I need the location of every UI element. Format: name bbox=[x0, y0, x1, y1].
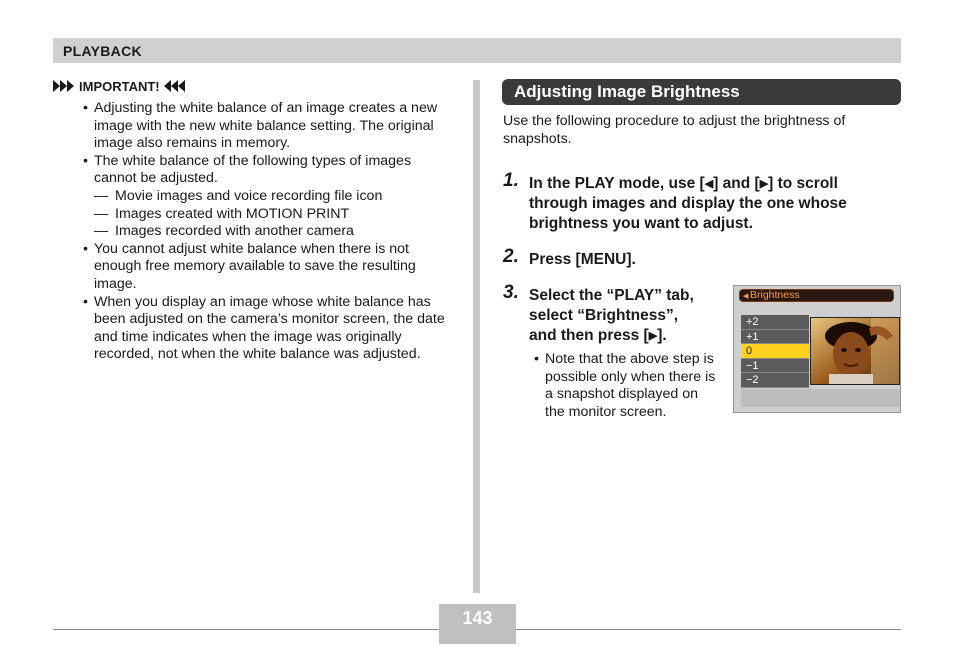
step-note bbox=[533, 351, 718, 421]
list-sub-item: — Movie images and voice recording file icon bbox=[82, 188, 450, 206]
intro-text: Use the following procedure to adjust the brightness of snapshots. bbox=[503, 113, 846, 147]
list-item: • Adjusting the white balance of an image creates a new image with the new white balance setting. The original image also remains in memory. bbox=[82, 100, 450, 153]
step-text-part: ]. bbox=[657, 327, 667, 344]
step-text-line: brightness you want to adjust. bbox=[529, 215, 753, 232]
step-number: 3. bbox=[503, 282, 519, 303]
brightness-option: −2 bbox=[741, 373, 809, 388]
column-divider bbox=[473, 80, 480, 593]
step-text: Press [MENU]. bbox=[529, 251, 636, 268]
step-text-part: ] and [ bbox=[713, 175, 760, 192]
step-number: 1. bbox=[503, 170, 519, 191]
step-text-part: In the PLAY mode, use [ bbox=[529, 175, 705, 192]
step-text-part: and then press [ bbox=[529, 327, 649, 344]
brightness-option: +1 bbox=[741, 330, 809, 345]
section-label: PLAYBACK bbox=[63, 43, 142, 59]
list-sub-item: — Images recorded with another camera bbox=[82, 223, 450, 241]
section-title: Adjusting Image Brightness bbox=[514, 82, 740, 101]
lcd-title: Brightness bbox=[750, 289, 800, 301]
step-text-line: Select the “PLAY” tab, bbox=[529, 287, 694, 304]
arrows-right-icon bbox=[53, 80, 75, 92]
page-number-box bbox=[439, 604, 516, 644]
step-number: 2. bbox=[503, 246, 519, 267]
step-text-line: through images and display the one whose bbox=[529, 195, 847, 212]
important-label: IMPORTANT! bbox=[79, 78, 160, 94]
lcd-bottom-bar bbox=[741, 389, 900, 407]
important-heading bbox=[53, 78, 186, 94]
list-sub-item: — Images created with MOTION PRINT bbox=[82, 206, 450, 224]
section-header bbox=[502, 79, 901, 105]
left-triangle-icon: ◀ bbox=[743, 293, 749, 300]
brightness-option-selected: 0 bbox=[741, 344, 809, 359]
list-item: • You cannot adjust white balance when there is not enough free memory available to save the resulting image. bbox=[82, 241, 450, 294]
right-triangle-icon: ▶ bbox=[648, 330, 658, 342]
arrows-left-icon bbox=[164, 80, 186, 92]
snapshot-thumbnail bbox=[810, 317, 900, 385]
important-notes bbox=[82, 100, 450, 364]
brightness-option: −1 bbox=[741, 359, 809, 374]
header-bar bbox=[53, 38, 901, 63]
list-item: • The white balance of the following types of images cannot be adjusted. bbox=[82, 153, 450, 188]
camera-screen-illustration bbox=[733, 285, 901, 413]
step-text-line: select “Brightness”, bbox=[529, 307, 679, 324]
brightness-option: +2 bbox=[741, 315, 809, 330]
list-item: • Note that the above step is possible only when there is a snapshot displayed on the monitor screen. bbox=[533, 351, 718, 421]
child-photo-icon bbox=[811, 318, 900, 385]
brightness-options bbox=[741, 315, 809, 388]
list-item: • When you display an image whose white balance has been adjusted on the camera’s monitor screen, the date and time indicates when the image was originally recorded, not when the white balance was adjusted. bbox=[82, 294, 450, 364]
left-triangle-icon: ◀ bbox=[704, 178, 714, 190]
lcd-title-bar bbox=[739, 289, 894, 302]
right-triangle-icon: ▶ bbox=[759, 178, 769, 190]
step-text bbox=[529, 286, 729, 346]
page-number: 143 bbox=[462, 608, 493, 628]
step-text-part: ] to scroll bbox=[768, 175, 838, 192]
step-text bbox=[529, 174, 899, 234]
